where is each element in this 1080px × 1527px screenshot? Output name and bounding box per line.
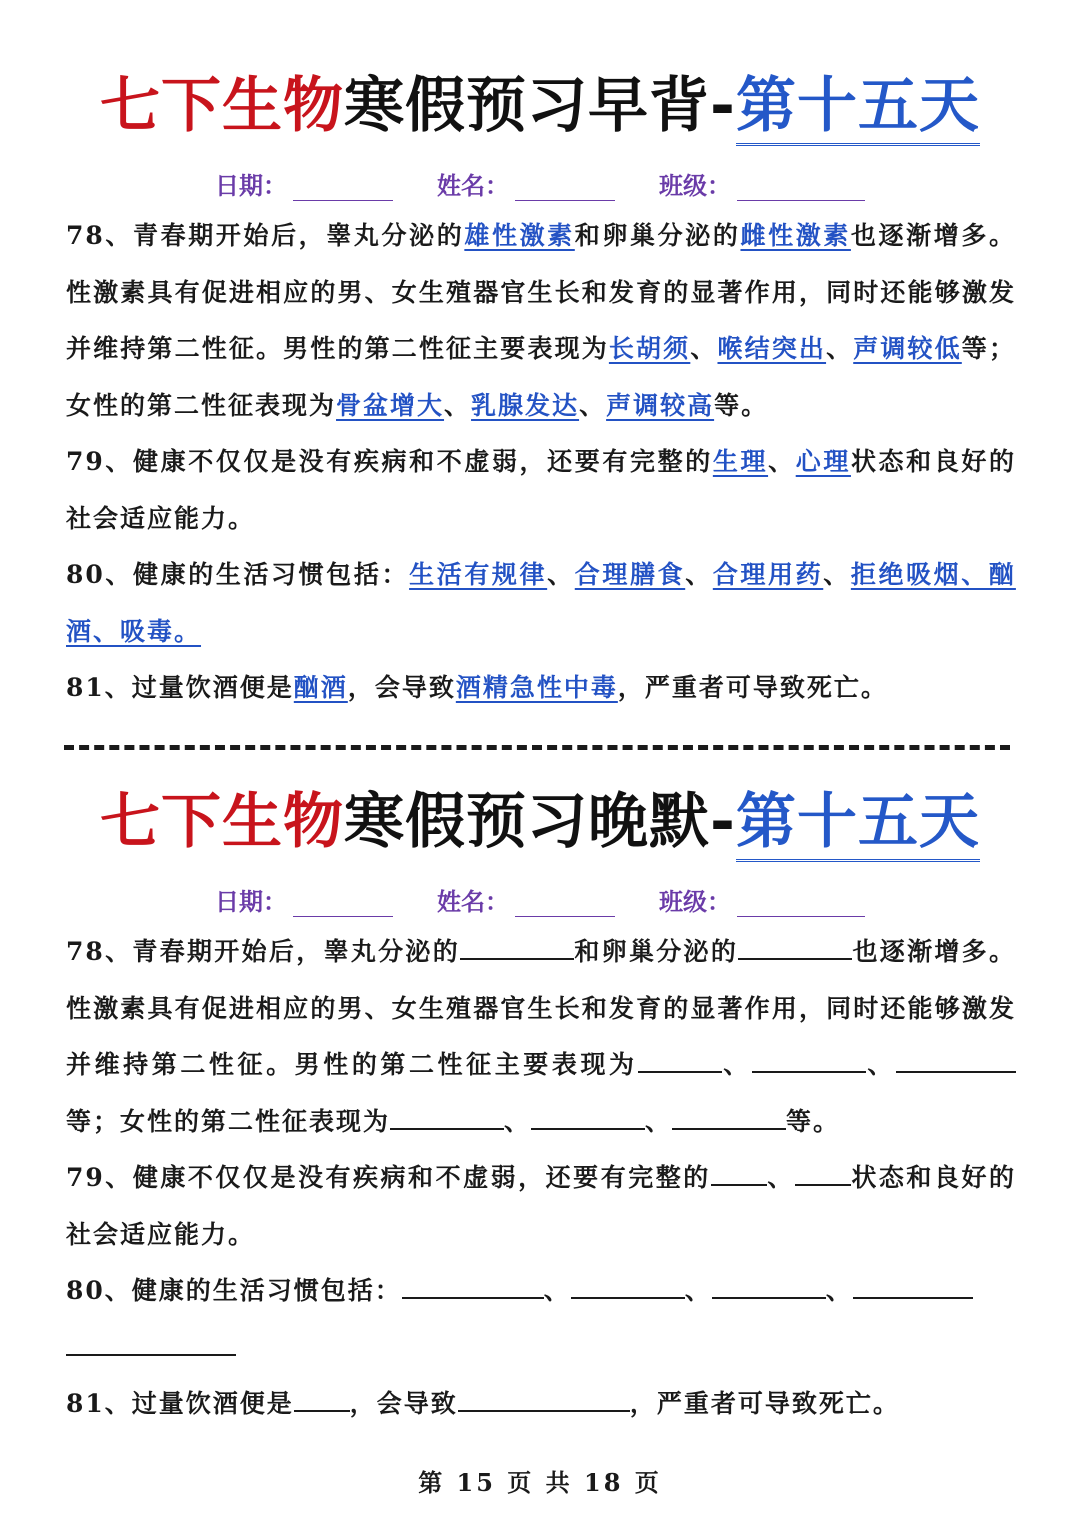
fill-blank[interactable] <box>402 1275 544 1299</box>
answer: 心理 <box>795 447 851 476</box>
answer: 生理 <box>712 447 769 476</box>
text-run: 、 <box>543 1276 571 1305</box>
class-field[interactable]: 班级： <box>659 166 865 201</box>
text-run: 78、青春期开始后，睾丸分泌的 <box>66 937 461 966</box>
text-run: 和卵巢分泌的 <box>574 221 741 250</box>
fill-blank[interactable] <box>638 1049 722 1073</box>
text-run: 81、过量饮酒便是 <box>66 1389 294 1418</box>
text-run: ，严重者可导致死亡。 <box>629 1389 900 1418</box>
fill-blank[interactable] <box>672 1106 786 1130</box>
text-run: 80、健康的生活习惯包括： <box>66 560 410 589</box>
section-divider <box>64 745 1010 750</box>
answer: 雄性激素 <box>464 221 575 250</box>
text-run: 等；女性的第二性征表现为 <box>66 334 1016 420</box>
answer: 合理用药 <box>712 560 824 589</box>
answer: 生活有规律 <box>409 560 548 589</box>
evening-meta <box>0 882 1080 917</box>
title-day: 第十五天 <box>736 71 980 146</box>
fill-blank[interactable] <box>66 1332 236 1356</box>
evening-title <box>0 782 1080 862</box>
text-run: 、 <box>444 390 472 420</box>
answer: 雌性激素 <box>740 221 851 250</box>
morning-q81 <box>66 660 1016 717</box>
fill-blank[interactable] <box>795 1162 851 1186</box>
morning-meta <box>0 166 1080 201</box>
evening-q78 <box>66 924 1016 1150</box>
text-run: 、 <box>684 1276 712 1305</box>
text-run: 状态和良好的社会适应能力。 <box>66 1163 1016 1249</box>
text-run: 、 <box>766 1163 795 1192</box>
answer: 酒精急性中毒 <box>455 673 618 702</box>
class-field[interactable]: 班级： <box>659 882 865 917</box>
answer: 长胡须 <box>608 334 691 363</box>
evening-q81 <box>66 1376 1016 1433</box>
text-run: 、 <box>826 334 854 363</box>
text-run: 也逐渐增多。性激素具有促进相应的男、女生殖器官生长和发育的显著作用，同时还能够激发并维持第二性征。男性的第二性征主要表现为 <box>66 221 1016 363</box>
text-run: 等。 <box>786 1106 841 1136</box>
title-day: 第十五天 <box>736 787 980 862</box>
text-run: 、 <box>825 1276 853 1305</box>
fill-blank[interactable] <box>571 1275 685 1299</box>
fill-blank[interactable] <box>460 936 574 960</box>
text-run: ，严重者可导致死亡。 <box>617 673 888 702</box>
text-run: 79、健康不仅仅是没有疾病和不虚弱，还要有完整的 <box>66 447 713 476</box>
fill-blank[interactable] <box>738 936 852 960</box>
date-field[interactable]: 日期： <box>215 882 393 917</box>
text-run: 81、过量饮酒便是 <box>66 673 294 702</box>
fill-blank[interactable] <box>531 1106 645 1130</box>
text-run: 和卵巢分泌的 <box>574 937 739 966</box>
text-run: ，会导致 <box>349 1389 458 1418</box>
text-run: 78、青春期开始后，睾丸分泌的 <box>66 221 465 250</box>
text-run: 等；女性的第二性征表现为 <box>66 1106 391 1136</box>
text-run: 、 <box>547 560 575 589</box>
text-run: 、 <box>768 447 796 476</box>
fill-blank[interactable] <box>712 1275 826 1299</box>
fill-blank[interactable] <box>711 1162 767 1186</box>
text-run: 80、健康的生活习惯包括： <box>66 1276 402 1305</box>
text-run: 、 <box>645 1106 673 1136</box>
text-run: 也逐渐增多。性激素具有促进相应的男、女生殖器官生长和发育的显著作用，同时还能够激发并维持第二性征。男性的第二性征主要表现为 <box>66 937 1016 1079</box>
fill-blank[interactable] <box>853 1275 973 1299</box>
text-run: 、 <box>823 560 851 589</box>
morning-q80 <box>66 547 1016 660</box>
text-run: 等。 <box>714 390 769 420</box>
name-field[interactable]: 姓名： <box>437 166 615 201</box>
evening-q80 <box>66 1263 1016 1376</box>
text-run: 79、健康不仅仅是没有疾病和不虚弱，还要有完整的 <box>66 1163 711 1192</box>
answer: 骨盆增大 <box>336 390 445 420</box>
answer: 拒绝吸烟、酗酒、吸毒。 <box>66 560 1016 646</box>
fill-blank[interactable] <box>458 1388 630 1412</box>
answer: 声调较低 <box>853 334 962 363</box>
morning-q79 <box>66 434 1016 547</box>
text-run: 、 <box>504 1106 532 1136</box>
text-run: ，会导致 <box>347 673 456 702</box>
fill-blank[interactable] <box>896 1049 1016 1073</box>
text-run: 、 <box>865 1050 896 1079</box>
answer: 乳腺发达 <box>471 390 580 420</box>
morning-title <box>0 66 1080 146</box>
answer: 酗酒 <box>293 673 348 702</box>
title-subject: 七下生物 <box>100 71 345 141</box>
evening-q79 <box>66 1150 1016 1263</box>
text-run: 、 <box>721 1050 752 1079</box>
fill-blank[interactable] <box>294 1388 350 1412</box>
title-main: 寒假预习晚默- <box>344 787 736 857</box>
date-field[interactable]: 日期： <box>215 166 393 201</box>
text-run: 、 <box>685 560 713 589</box>
title-main: 寒假预习早背- <box>344 71 736 141</box>
fill-blank[interactable] <box>390 1106 504 1130</box>
fill-blank[interactable] <box>752 1049 866 1073</box>
answer: 喉结突出 <box>717 334 827 363</box>
title-subject: 七下生物 <box>100 787 345 857</box>
text-run: 、 <box>690 334 718 363</box>
text-run: 状态和良好的社会适应能力。 <box>66 447 1016 533</box>
text-run: 、 <box>579 390 607 420</box>
name-field[interactable]: 姓名： <box>437 882 615 917</box>
page-number: 第 15 页 共 18 页 <box>418 1468 662 1497</box>
answer: 声调较高 <box>606 390 715 420</box>
morning-q78 <box>66 208 1016 434</box>
answer: 合理膳食 <box>574 560 686 589</box>
